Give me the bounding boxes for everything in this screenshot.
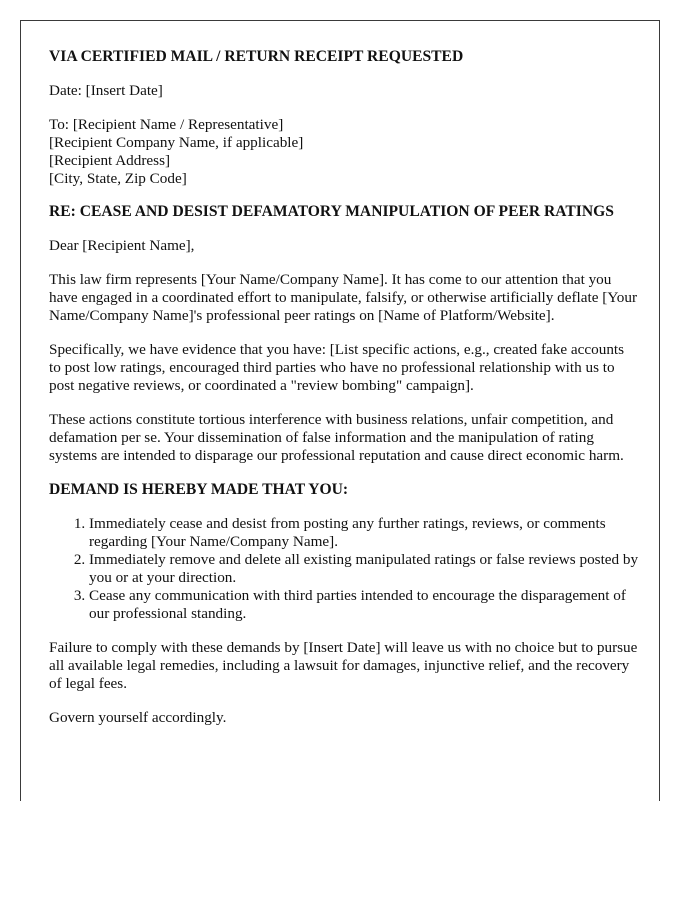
demand-item: 1. Immediately cease and desist from posting any further ratings, reviews, or comments regarding [Your Name/Company Name]. [89,515,639,551]
salutation: Dear [Recipient Name], [49,237,195,254]
demand-heading: DEMAND IS HEREBY MADE THAT YOU: [49,481,349,498]
letter-page [20,20,660,801]
delivery-notice-heading: VIA CERTIFIED MAIL / RETURN RECEIPT REQUESTED [49,48,464,65]
date-line: Date: [Insert Date] [49,82,163,99]
recipient-name-line: To: [Recipient Name / Representative] [49,116,284,133]
closing-paragraph: Failure to comply with these demands by [Insert Date] will leave us with no choice but to pursue all available legal remedies, including a lawsuit for damages, injunctive relief, and the recovery of legal fees. [49,639,638,692]
recipient-company-line: [Recipient Company Name, if applicable] [49,134,304,151]
letter-body [49,48,639,743]
body-paragraph-representation: This law firm represents [Your Name/Company Name]. It has come to our attention that you have engaged in a coordinated effort to manipulate, falsify, or otherwise artificially deflate [Your Name/Company Name]'s professional peer ratings on [Name of Platform/Website]. [49,271,638,324]
body-paragraph-legal-claims: These actions constitute tortious interference with business relations, unfair competition, and defamation per se. Your dissemination of false information and the manipulation of rating systems are intended to disparage our professional reputation and cause direct economic harm. [49,411,624,464]
demand-item: 3. Cease any communication with third parties intended to encourage the disparagement of our professional standing. [89,587,639,623]
recipient-city-line: [City, State, Zip Code] [49,170,187,187]
subject-heading: RE: CEASE AND DESIST DEFAMATORY MANIPULATION OF PEER RATINGS [49,203,614,220]
recipient-address-line: [Recipient Address] [49,152,171,169]
demand-list [49,515,639,623]
demand-item: 2. Immediately remove and delete all existing manipulated ratings or false reviews posted by you or at your direction. [89,551,639,587]
body-paragraph-evidence: Specifically, we have evidence that you have: [List specific actions, e.g., created fake accounts to post low ratings, encouraged third parties who have no professional relationship with us to post negative reviews, or coordinated a "review bombing" campaign]. [49,341,625,394]
closing-line: Govern yourself accordingly. [49,709,227,726]
recipient-address-block [49,116,639,188]
